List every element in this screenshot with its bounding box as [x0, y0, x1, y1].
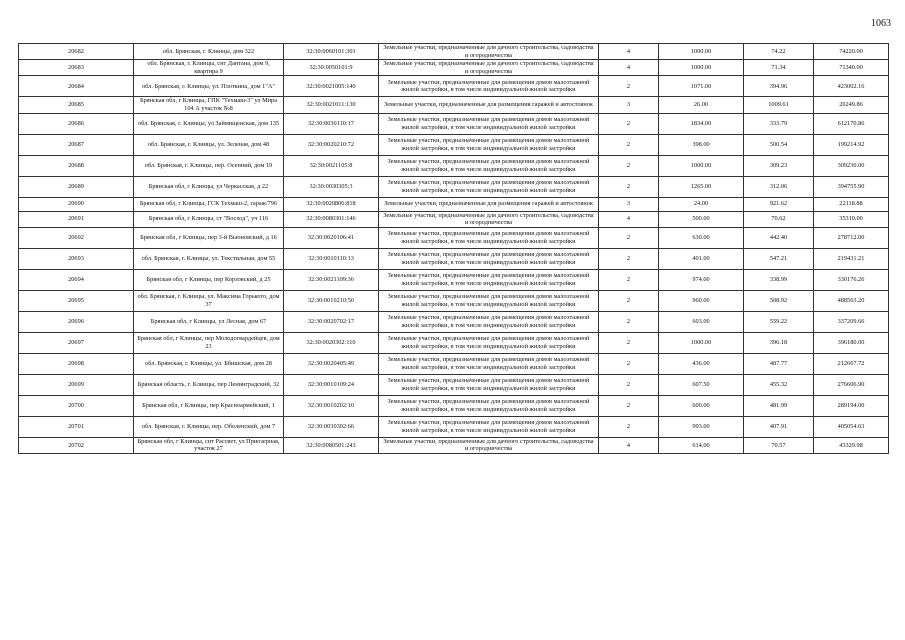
specific-value-cell: 455.32: [744, 374, 814, 395]
land-use-cell: Земельные участки, предназначенные для размещения домов малоэтажной жилой застройки, в том числе индивидуальной жилой застройки: [379, 176, 599, 197]
group-cell: 2: [599, 416, 659, 437]
group-cell: 2: [599, 290, 659, 311]
address-cell: Брянская обл, г Клинцы, ул Черкасская, д 22: [134, 176, 284, 197]
cadastral-value-cell: 74220.00: [814, 44, 889, 60]
address-cell: обл. Брянская, г. Клинцы, пер. Осенний, дом 19: [134, 155, 284, 176]
specific-value-cell: 508.92: [744, 290, 814, 311]
land-use-cell: Земельные участки, предназначенные для размещения домов малоэтажной жилой застройки, в том числе индивидуальной жилой застройки: [379, 374, 599, 395]
row-id-cell: 20683: [19, 60, 134, 76]
cadastral-value-cell: 278712.00: [814, 227, 889, 248]
land-use-cell: Земельные участки, предназначенные для дачного строительства, садоводства и огородничества: [379, 211, 599, 227]
cadastral-number-cell: 32:30:0020702:17: [284, 311, 379, 332]
table-row: [19, 134, 889, 155]
specific-value-cell: 407.91: [744, 416, 814, 437]
row-id-cell: 20697: [19, 332, 134, 353]
address-cell: обл. Брянская, г. Клинцы, ул. Текстильная, дом 55: [134, 248, 284, 269]
group-cell: 2: [599, 311, 659, 332]
cadastral-value-cell: 35310.00: [814, 211, 889, 227]
page-number: 1063: [871, 18, 891, 29]
cadastral-number-cell: 32:30:0020106:41: [284, 227, 379, 248]
cadastral-number-cell: 32:30:0010210:50: [284, 290, 379, 311]
cadastral-number-cell: 32:30:0020405:49: [284, 353, 379, 374]
cadastral-number-cell: 32:30:0020302:110: [284, 332, 379, 353]
area-cell: 600.00: [659, 395, 744, 416]
area-cell: 614.00: [659, 437, 744, 453]
table-row: [19, 437, 889, 453]
specific-value-cell: 547.21: [744, 248, 814, 269]
row-id-cell: 20695: [19, 290, 134, 311]
area-cell: 974.00: [659, 269, 744, 290]
group-cell: 2: [599, 374, 659, 395]
row-id-cell: 20693: [19, 248, 134, 269]
group-cell: 2: [599, 155, 659, 176]
group-cell: 2: [599, 353, 659, 374]
address-cell: обл. Брянская, г. Клинцы, ул. Зеленая, дом 48: [134, 134, 284, 155]
cadastral-value-cell: 488563.20: [814, 290, 889, 311]
area-cell: 500.00: [659, 211, 744, 227]
cadastral-value-cell: 330176.26: [814, 269, 889, 290]
area-cell: 401.00: [659, 248, 744, 269]
row-id-cell: 20699: [19, 374, 134, 395]
group-cell: 2: [599, 76, 659, 97]
address-cell: Брянская обл, г Клинцы, пер Молодогвардейцев, дом 23: [134, 332, 284, 353]
cadastral-value-cell: 396180.00: [814, 332, 889, 353]
address-cell: обл. Брянская, г. Клинцы, снт Дантана, дом 9, квартира 9: [134, 60, 284, 76]
area-cell: 26.00: [659, 97, 744, 113]
row-id-cell: 20700: [19, 395, 134, 416]
area-cell: 607.50: [659, 374, 744, 395]
cadastral-value-cell: 405054.63: [814, 416, 889, 437]
specific-value-cell: 394.96: [744, 76, 814, 97]
specific-value-cell: 396.18: [744, 332, 814, 353]
group-cell: 3: [599, 197, 659, 211]
specific-value-cell: 481.99: [744, 395, 814, 416]
land-use-cell: Земельные участки, предназначенные для размещения домов малоэтажной жилой застройки, в том числе индивидуальной жилой застройки: [379, 155, 599, 176]
specific-value-cell: 487.77: [744, 353, 814, 374]
cadastral-number-cell: 32:30:0010110:13: [284, 248, 379, 269]
area-cell: 398.00: [659, 134, 744, 155]
land-use-cell: Земельные участки, предназначенные для размещения домов малоэтажной жилой застройки, в том числе индивидуальной жилой застройки: [379, 248, 599, 269]
address-cell: Брянская обл, г Клинцы, ГСК Техмаш-2, гараж/796: [134, 197, 284, 211]
row-id-cell: 20692: [19, 227, 134, 248]
land-use-cell: Земельные участки, предназначенные для дачного строительства, садоводства и огородничества: [379, 60, 599, 76]
table-row: [19, 211, 889, 227]
cadastral-value-table: [18, 43, 889, 454]
cadastral-value-cell: 199214.92: [814, 134, 889, 155]
land-use-cell: Земельные участки, предназначенные для размещения домов малоэтажной жилой застройки, в том числе индивидуальной жилой застройки: [379, 269, 599, 290]
cadastral-number-cell: 32:30:0020210:72: [284, 134, 379, 155]
cadastral-value-cell: 612170.86: [814, 113, 889, 134]
address-cell: Брянская обл, г Клинцы, ГПК "Техмаш-3" ул Мира 104 А участок №8: [134, 97, 284, 113]
area-cell: 993.00: [659, 416, 744, 437]
cadastral-number-cell: 32:30:0050101:9: [284, 60, 379, 76]
row-id-cell: 20694: [19, 269, 134, 290]
cadastral-number-cell: 32:30:0020806:818: [284, 197, 379, 211]
area-cell: 1000.00: [659, 332, 744, 353]
row-id-cell: 20685: [19, 97, 134, 113]
group-cell: 2: [599, 227, 659, 248]
specific-value-cell: 921.62: [744, 197, 814, 211]
table-row: [19, 97, 889, 113]
cadastral-value-cell: 289194.00: [814, 395, 889, 416]
specific-value-cell: 70.62: [744, 211, 814, 227]
row-id-cell: 20687: [19, 134, 134, 155]
row-id-cell: 20689: [19, 176, 134, 197]
group-cell: 2: [599, 395, 659, 416]
specific-value-cell: 338.99: [744, 269, 814, 290]
group-cell: 2: [599, 176, 659, 197]
land-use-cell: Земельные участки, предназначенные для размещения домов малоэтажной жилой застройки, в том числе индивидуальной жилой застройки: [379, 416, 599, 437]
group-cell: 3: [599, 97, 659, 113]
table-row: [19, 227, 889, 248]
area-cell: 630.00: [659, 227, 744, 248]
group-cell: 4: [599, 60, 659, 76]
cadastral-number-cell: 32:30:0030110:17: [284, 113, 379, 134]
area-cell: 24.00: [659, 197, 744, 211]
cadastral-number-cell: 32:30:0010109:24: [284, 374, 379, 395]
address-cell: обл. Брянская, г. Клинцы, ул. Ббишская, дом 28: [134, 353, 284, 374]
land-use-cell: Земельные участки, предназначенные для дачного строительства, садоводства и огородничества: [379, 437, 599, 453]
cadastral-value-cell: 43329.98: [814, 437, 889, 453]
address-cell: Брянская обл, г Клинцы, пер Корзовский, д 25: [134, 269, 284, 290]
table-row: [19, 155, 889, 176]
group-cell: 4: [599, 437, 659, 453]
area-cell: 1000.00: [659, 44, 744, 60]
group-cell: 4: [599, 211, 659, 227]
address-cell: обл. Брянская, г. Клинцы, ул. Максима Горького, дом 37: [134, 290, 284, 311]
specific-value-cell: 333.79: [744, 113, 814, 134]
area-cell: 1000.00: [659, 60, 744, 76]
table-body: [19, 44, 889, 454]
group-cell: 2: [599, 134, 659, 155]
address-cell: Брянская обл, г Клинцы, снт Рассвет, ул Приозерная, участок 27: [134, 437, 284, 453]
group-cell: 4: [599, 44, 659, 60]
table-row: [19, 332, 889, 353]
area-cell: 436.00: [659, 353, 744, 374]
table-row: [19, 311, 889, 332]
group-cell: 2: [599, 248, 659, 269]
land-use-cell: Земельные участки, предназначенные для размещения домов малоэтажной жилой застройки, в том числе индивидуальной жилой застройки: [379, 76, 599, 97]
cadastral-number-cell: 32:30:0060101:301: [284, 44, 379, 60]
group-cell: 2: [599, 269, 659, 290]
land-use-cell: Земельные участки, предназначенные для размещения домов малоэтажной жилой застройки, в том числе индивидуальной жилой застройки: [379, 134, 599, 155]
cadastral-value-cell: 337209.66: [814, 311, 889, 332]
area-cell: 603.00: [659, 311, 744, 332]
address-cell: обл. Брянская, г. Клинцы, ул Займищенская, дом 135: [134, 113, 284, 134]
land-use-cell: Земельные участки, предназначенные для дачного строительства, садоводства и огородничества: [379, 44, 599, 60]
address-cell: обл. Брянская, г. Клинцы, ул. Плоткина, дом 1"А": [134, 76, 284, 97]
address-cell: обл. Брянская, г. Клинцы, пер. Оболенский, дом 7: [134, 416, 284, 437]
cadastral-number-cell: 32:30:0080301:146: [284, 211, 379, 227]
row-id-cell: 20691: [19, 211, 134, 227]
cadastral-number-cell: 32:30:0021005:140: [284, 76, 379, 97]
address-cell: Брянская область, г. Клинцы, пер Ленинградский, 32: [134, 374, 284, 395]
row-id-cell: 20696: [19, 311, 134, 332]
area-cell: 1834.00: [659, 113, 744, 134]
table-row: [19, 269, 889, 290]
table-row: [19, 395, 889, 416]
land-use-cell: Земельные участки, предназначенные для размещения домов малоэтажной жилой застройки, в том числе индивидуальной жилой застройки: [379, 353, 599, 374]
cadastral-number-cell: 32:30:0021109:36: [284, 269, 379, 290]
cadastral-value-cell: 394755.90: [814, 176, 889, 197]
specific-value-cell: 70.57: [744, 437, 814, 453]
specific-value-cell: 500.54: [744, 134, 814, 155]
cadastral-value-cell: 276606.90: [814, 374, 889, 395]
group-cell: 2: [599, 332, 659, 353]
cadastral-value-cell: 423002.16: [814, 76, 889, 97]
area-cell: 1265.00: [659, 176, 744, 197]
specific-value-cell: 309.23: [744, 155, 814, 176]
address-cell: Брянская обл, г Клинцы, пер Красноармейский, 1: [134, 395, 284, 416]
specific-value-cell: 1009.61: [744, 97, 814, 113]
area-cell: 960.00: [659, 290, 744, 311]
land-use-cell: Земельные участки, предназначенные для размещения домов малоэтажной жилой застройки, в том числе индивидуальной жилой застройки: [379, 290, 599, 311]
cadastral-value-cell: 26249.86: [814, 97, 889, 113]
row-id-cell: 20690: [19, 197, 134, 211]
land-use-cell: Земельные участки, предназначенные для размещения домов малоэтажной жилой застройки, в том числе индивидуальной жилой застройки: [379, 332, 599, 353]
cadastral-number-cell: 32:30:0030305:3: [284, 176, 379, 197]
cadastral-number-cell: 32:30:0010202:10: [284, 395, 379, 416]
address-cell: Брянская обл, г Клинцы, пер 3-й Вьюновский, д 16: [134, 227, 284, 248]
table-row: [19, 416, 889, 437]
cadastral-value-cell: 212667.72: [814, 353, 889, 374]
row-id-cell: 20701: [19, 416, 134, 437]
table-row: [19, 176, 889, 197]
cadastral-value-cell: 71340.00: [814, 60, 889, 76]
row-id-cell: 20682: [19, 44, 134, 60]
specific-value-cell: 559.22: [744, 311, 814, 332]
table-row: [19, 60, 889, 76]
land-use-cell: Земельные участки, предназначенные для размещения гаражей и автостоянок: [379, 97, 599, 113]
row-id-cell: 20686: [19, 113, 134, 134]
cadastral-number-cell: 32:30:0030302:66: [284, 416, 379, 437]
table-row: [19, 374, 889, 395]
address-cell: обл. Брянская, г. Клинцы, дом 322: [134, 44, 284, 60]
specific-value-cell: 312.06: [744, 176, 814, 197]
row-id-cell: 20688: [19, 155, 134, 176]
address-cell: Брянская обл, г Клинцы, ст "Восход", уч 116: [134, 211, 284, 227]
cadastral-number-cell: 32:30:0080501:243: [284, 437, 379, 453]
area-cell: 1000.00: [659, 155, 744, 176]
table-row: [19, 44, 889, 60]
row-id-cell: 20698: [19, 353, 134, 374]
row-id-cell: 20684: [19, 76, 134, 97]
cadastral-value-cell: 219431.21: [814, 248, 889, 269]
cadastral-value-cell: 22118.88: [814, 197, 889, 211]
table-row: [19, 290, 889, 311]
cadastral-number-cell: 32:30:0021105:8: [284, 155, 379, 176]
address-cell: Брянская обл, г Клинцы, ул Лесная, дом 67: [134, 311, 284, 332]
table-row: [19, 113, 889, 134]
table-row: [19, 197, 889, 211]
land-use-cell: Земельные участки, предназначенные для размещения гаражей и автостоянок: [379, 197, 599, 211]
specific-value-cell: 71.34: [744, 60, 814, 76]
land-use-cell: Земельные участки, предназначенные для размещения домов малоэтажной жилой застройки, в том числе индивидуальной жилой застройки: [379, 227, 599, 248]
specific-value-cell: 74.22: [744, 44, 814, 60]
group-cell: 2: [599, 113, 659, 134]
land-use-cell: Земельные участки, предназначенные для размещения домов малоэтажной жилой застройки, в том числе индивидуальной жилой застройки: [379, 395, 599, 416]
area-cell: 1071.00: [659, 76, 744, 97]
cadastral-value-cell: 309230.00: [814, 155, 889, 176]
table-row: [19, 76, 889, 97]
land-use-cell: Земельные участки, предназначенные для размещения домов малоэтажной жилой застройки, в том числе индивидуальной жилой застройки: [379, 311, 599, 332]
row-id-cell: 20702: [19, 437, 134, 453]
table-row: [19, 248, 889, 269]
land-use-cell: Земельные участки, предназначенные для размещения домов малоэтажной жилой застройки, в том числе индивидуальной жилой застройки: [379, 113, 599, 134]
table-row: [19, 353, 889, 374]
cadastral-number-cell: 32:30:0021011:130: [284, 97, 379, 113]
specific-value-cell: 442.40: [744, 227, 814, 248]
